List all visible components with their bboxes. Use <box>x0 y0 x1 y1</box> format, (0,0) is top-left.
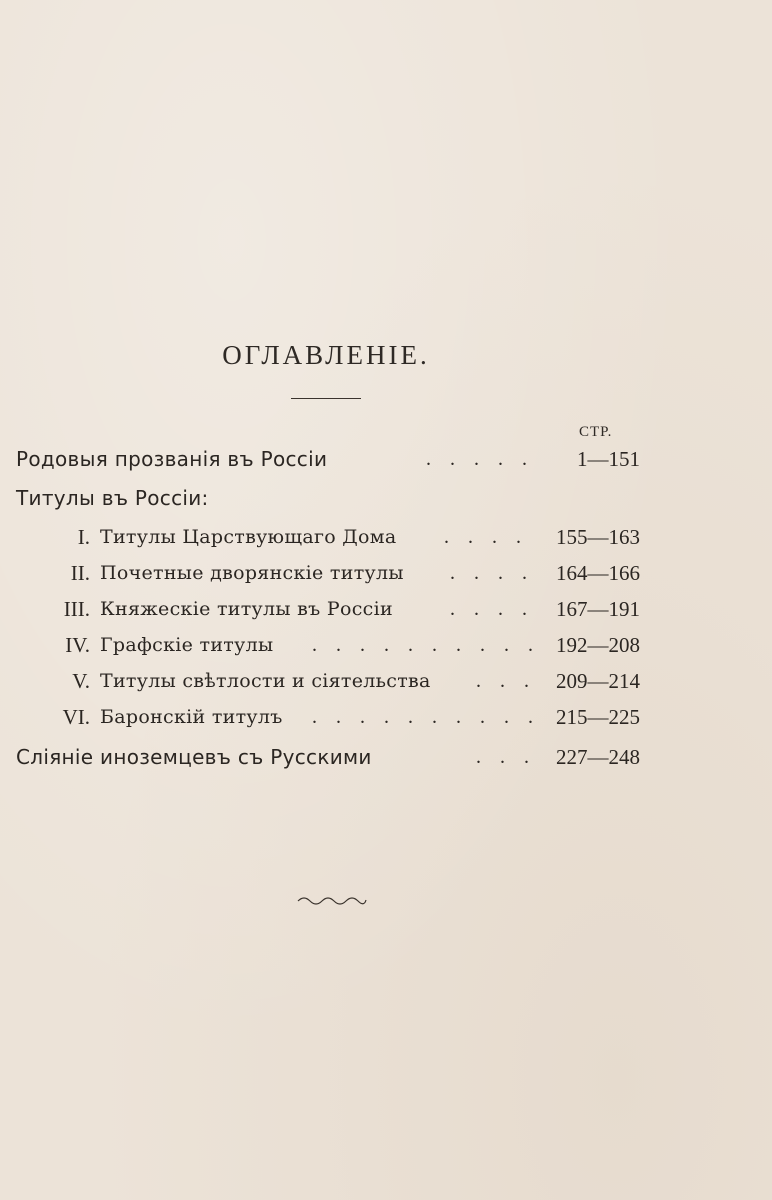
toc-entry-pages: 155—163 <box>556 525 640 549</box>
toc-leader-dots: . . . . <box>444 526 528 548</box>
toc-entry-pages: 215—225 <box>556 705 640 729</box>
toc-entry-label: Титулы Царствующаго Дома <box>100 526 397 548</box>
toc-entry <box>0 558 772 588</box>
toc-entry-numeral: VI. <box>62 705 90 729</box>
toc-leader-dots: . . . . . <box>426 448 534 470</box>
toc-entry <box>0 444 772 474</box>
toc-entry-pages: 1—151 <box>577 447 640 471</box>
toc-leader-dots: . . . . <box>450 562 534 584</box>
toc-entry <box>0 742 772 772</box>
toc-entry-pages: 227—248 <box>556 745 640 769</box>
toc-leader-dots: . . . <box>476 670 536 692</box>
toc-entry-label: Слiянiе иноземцевъ съ Русскими <box>16 745 372 769</box>
title-divider <box>291 398 361 399</box>
toc-entry-numeral: V. <box>72 669 90 693</box>
toc-entry-label: Баронскiй титулъ <box>100 706 283 728</box>
toc-leader-dots: . . . . . . . . . . <box>312 634 540 656</box>
toc-leader-dots: . . . . . . . . . . <box>312 706 540 728</box>
toc-entry-numeral: IV. <box>65 633 90 657</box>
toc-entry-label: Почетные дворянскiе титулы <box>100 562 404 584</box>
toc-section-heading <box>0 483 772 513</box>
toc-entry <box>0 630 772 660</box>
toc-entry <box>0 522 772 552</box>
toc-entry <box>0 594 772 624</box>
toc-entry-label: Титулы свѣтлости и сiятельства <box>100 670 431 692</box>
toc-entry-pages: 209—214 <box>556 669 640 693</box>
wavy-line-ornament-icon <box>296 893 368 907</box>
toc-leader-dots: . . . <box>476 746 536 768</box>
toc-entry-pages: 192—208 <box>556 633 640 657</box>
toc-entry-label: Титулы въ Россiи: <box>16 486 209 510</box>
toc-entry-numeral: II. <box>70 561 90 585</box>
toc-leader-dots: . . . . <box>450 598 534 620</box>
toc-entry-pages: 167—191 <box>556 597 640 621</box>
toc-entry <box>0 666 772 696</box>
toc-entry-numeral: I. <box>77 525 90 549</box>
page-title: ОГЛАВЛЕНIЕ. <box>222 340 430 370</box>
toc-entry <box>0 702 772 732</box>
page-column-header: СТР. <box>579 424 613 440</box>
toc-entry-label: Родовыя прозванiя въ Россiи <box>16 447 328 471</box>
toc-entry-pages: 164—166 <box>556 561 640 585</box>
toc-entry-label: Княжескiе титулы въ Россiи <box>100 598 393 620</box>
toc-entry-label: Графскiе титулы <box>100 634 274 656</box>
toc-entry-numeral: III. <box>63 597 90 621</box>
